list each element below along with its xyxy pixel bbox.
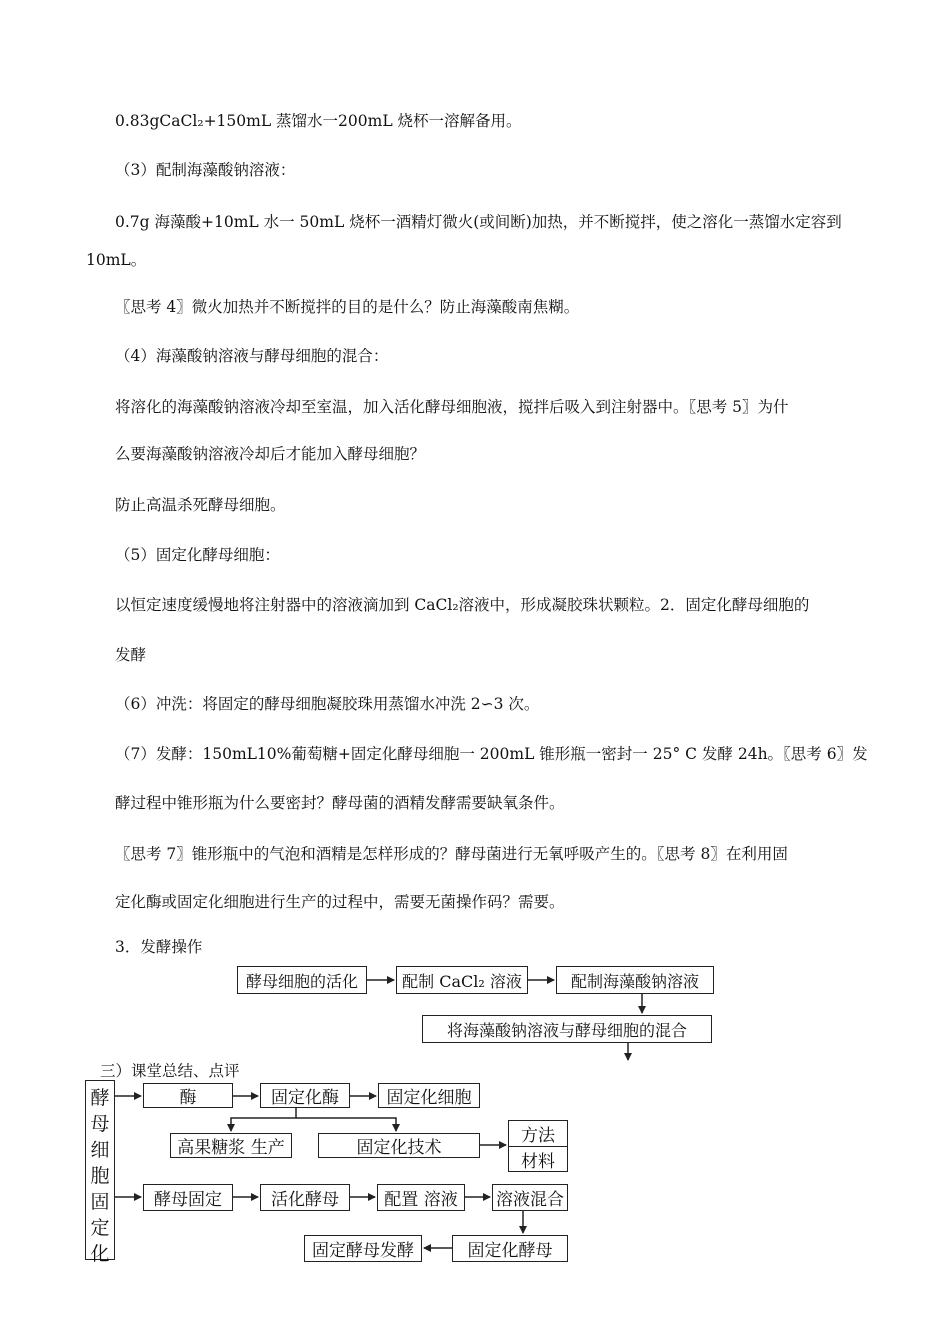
flow-step-mix: 将海藻酸钠溶液与酵母细胞的混合 xyxy=(422,1015,712,1043)
flow-step-cacl2: 配制 CaCl₂ 溶液 xyxy=(396,966,528,994)
node-technique: 固定化技术 xyxy=(318,1133,480,1158)
node-fixed-yeast-ferment: 固定酵母发酵 xyxy=(304,1235,422,1262)
node-material: 材料 xyxy=(521,1151,555,1172)
root-char: 酵 xyxy=(90,1087,110,1109)
paragraph-line: 定化酶或固定化细胞进行生产的过程中，需要无菌操作码？需要。 xyxy=(115,893,565,911)
node-prepare-solution: 配置 溶液 xyxy=(377,1184,465,1211)
node-hfcs: 高果糖浆 生产 xyxy=(170,1133,292,1158)
node-yeast-fix: 酵母固定 xyxy=(143,1184,233,1211)
paragraph-line: 0.7g 海藻酸+10mL 水一 50mL 烧杯一酒精灯微火(或间断)加热，并不断搅拌，使之溶化一蒸馏水定容到 xyxy=(115,213,842,231)
paragraph-line: （5）固定化酵母细胞： xyxy=(115,546,280,564)
paragraph-line: （6）冲洗：将固定的酵母细胞凝胶珠用蒸馏水冲洗 2∽3 次。 xyxy=(115,695,540,713)
summary-heading: 三）课堂总结、点评 xyxy=(100,1062,240,1080)
paragraph-line: 将溶化的海藻酸钠溶液冷却至室温，加入活化酵母细胞液，搅拌后吸入到注射器中。〖思考 5〗为什 xyxy=(115,398,789,416)
paragraph-line: 么要海藻酸钠溶液冷却后才能加入酵母细胞？ xyxy=(115,445,426,463)
node-mix-solution: 溶液混合 xyxy=(492,1184,568,1211)
root-char: 定 xyxy=(90,1217,110,1239)
paragraph-line: 发酵 xyxy=(115,646,147,664)
flow-step-alginate: 配制海藻酸钠溶液 xyxy=(556,966,714,994)
paragraph-line: 10mL。 xyxy=(86,251,147,269)
paragraph-line: 〖思考 4〗微火加热并不断搅拌的目的是什么？防止海藻酸南焦糊。 xyxy=(115,298,580,316)
node-immobilized-cell: 固定化细胞 xyxy=(378,1083,480,1108)
node-method: 方法 xyxy=(509,1121,567,1147)
root-char: 细 xyxy=(90,1139,110,1161)
root-char: 母 xyxy=(90,1113,110,1135)
root-char: 固 xyxy=(90,1191,110,1213)
paragraph-line: （3）配制海藻酸钠溶液： xyxy=(115,161,296,179)
paragraph-line: 0.83gCaCl₂+150mL 蒸馏水一200mL 烧杯一溶解备用。 xyxy=(115,112,522,130)
section-heading: 3．发酵操作 xyxy=(115,938,203,956)
node-enzyme: 酶 xyxy=(143,1083,233,1108)
node-fixed-yeast: 固定化酵母 xyxy=(452,1235,568,1262)
paragraph-line: 酵过程中锥形瓶为什么要密封？酵母菌的酒精发酵需要缺氧条件。 xyxy=(115,794,565,812)
paragraph-line: 以恒定速度缓慢地将注射器中的溶液滴加到 CaCl₂溶液中，形成凝胶珠状颗粒。2．固定化酵母细胞的 xyxy=(115,596,810,614)
paragraph-line: 防止高温杀死酵母细胞。 xyxy=(115,496,286,514)
root-char: 化 xyxy=(90,1243,110,1265)
paragraph-line: （7）发酵：150mL10%葡萄糖+固定化酵母细胞一 200mL 锥形瓶一密封一 25° C 发酵 24h。〖思考 6〗发 xyxy=(115,745,868,763)
node-immobilized-enzyme: 固定化酶 xyxy=(260,1083,350,1108)
node-activate-yeast: 活化酵母 xyxy=(260,1184,350,1211)
paragraph-line: （4）海藻酸钠溶液与酵母细胞的混合： xyxy=(115,347,389,365)
flow-step-activate: 酵母细胞的活化 xyxy=(237,966,367,994)
paragraph-line: 〖思考 7〗锥形瓶中的气泡和酒精是怎样形成的？酵母菌进行无氧呼吸产生的。〖思考 8〗在利用固 xyxy=(115,845,788,863)
root-char: 胞 xyxy=(90,1165,110,1187)
